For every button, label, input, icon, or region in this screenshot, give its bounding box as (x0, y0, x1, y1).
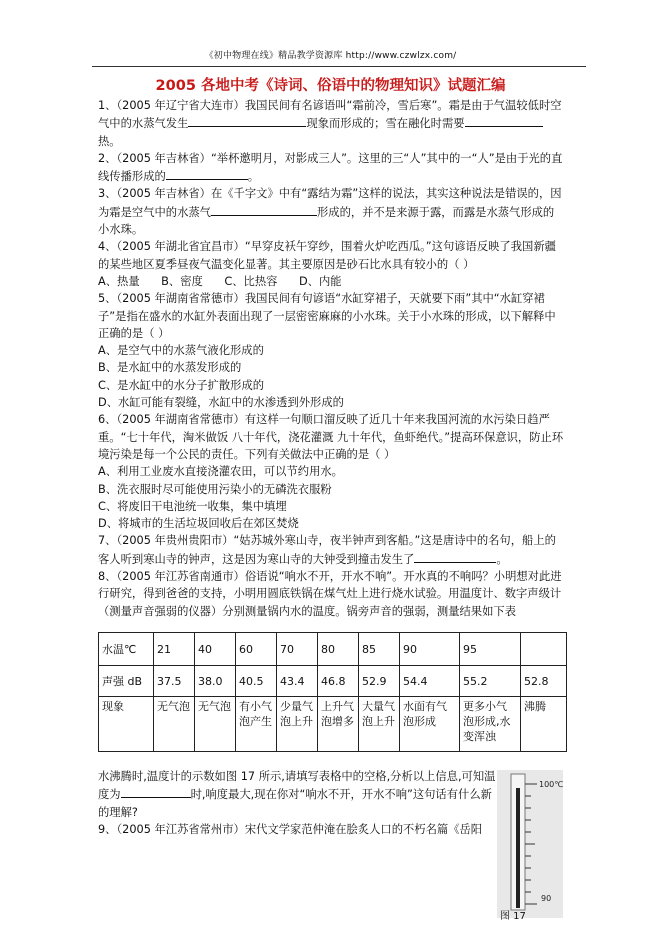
q5-option-c: C、是水缸中的水分子扩散形成的 (98, 378, 265, 392)
table-cell: 大量气泡上升 (359, 697, 400, 752)
question-body (98, 97, 564, 620)
question-3 (98, 185, 564, 238)
question-9: 9、（2005 年江苏省常州市）宋代文学家范仲淹在脍炙人口的不朽名篇《岳阳 (98, 822, 483, 836)
table-cell: 37.5 (154, 666, 195, 697)
row-label: 现象 (99, 697, 154, 752)
question-5: 5、（2005 年湖南省常德市）我国民间有句谚语“水缸穿裙子，天就要下雨”其中“水缸穿裙子”是指在盛水的水缸外表面出现了一层密密麻麻的小水珠。关于小水珠的形成，以下解释中正确的是（ ） (98, 292, 556, 340)
q4-options: A、热量 B、密度 C、比热容 D、内能 (98, 274, 342, 288)
table-cell: 上升气泡增多 (318, 697, 359, 752)
table-row-sound-intensity (99, 666, 567, 697)
table-cell: 无气泡 (154, 697, 195, 752)
q5-option-b: B、是水缸中的水蒸发形成的 (98, 361, 242, 375)
q7-text-a: 7、（2005 年贵州贵阳市）“姑苏城外寒山寺，夜半钟声到客船。”这是唐诗中的名句，船上的客人听到寒山寺的钟声，这是因为寒山寺的大钟受到撞击发生了 (98, 534, 556, 566)
row-label: 声强 dB (99, 666, 154, 697)
table-cell: 95 (460, 633, 521, 666)
table-cell: 70 (277, 633, 318, 666)
row-label: 水温℃ (99, 633, 154, 666)
thermometer-bottom-label: 90 (541, 894, 552, 903)
table-cell: 60 (236, 633, 277, 666)
q1-text-a: 1、（2005 年辽宁省大连市）我国民间有名谚语叫“霜前冷，雪后寒”。霜是由于气温较低时空气中的水蒸气发生 (98, 99, 562, 131)
question-2 (98, 150, 564, 186)
table-cell: 40.5 (236, 666, 277, 697)
q3-text-a: 3、（2005 年吉林省）在《千字文》中有“露结为霜”这样的说法，其实这种说法是错误的，因为霜是空气中的水蒸气 (98, 187, 562, 219)
table-cell: 55.2 (460, 666, 521, 697)
q1-blank-2[interactable] (465, 114, 543, 127)
table-cell: 21 (154, 633, 195, 666)
q2-text-b: 。 (247, 170, 260, 184)
document-title: 2005 各地中考《诗词、俗语中的物理知识》试题汇编 (155, 78, 506, 94)
thermometer-top-label: 100℃ (539, 780, 563, 789)
table-cell: 46.8 (318, 666, 359, 697)
table-cell: 90 (400, 633, 460, 666)
header-divider (92, 66, 586, 67)
q2-text-a: 2、（2005 年吉林省）“举杯邀明月，对影成三人”。这里的三“人”其中的一“人”是由于光的直线传播形成的 (98, 151, 563, 184)
table-cell: 无气泡 (195, 697, 236, 752)
table-row-temperature (99, 633, 567, 666)
post-table-text (98, 768, 498, 838)
table-cell: 54.4 (400, 666, 460, 697)
table-cell: 38.0 (195, 666, 236, 697)
table-cell: 有小气泡产生 (236, 697, 277, 752)
table-cell: 更多小气泡形成,水变浑浊 (460, 697, 521, 752)
table-cell: 少量气泡上升 (277, 697, 318, 752)
question-7 (98, 532, 564, 568)
thermometer-icon (497, 770, 563, 918)
table-cell: 52.9 (359, 666, 400, 697)
table-cell: 沸腾 (521, 697, 567, 752)
figure-caption: 图 17 (500, 911, 526, 922)
q8-blank[interactable] (121, 785, 191, 798)
page-header: 《初中物理在线》精品教学资源库 http://www.czwlzx.com/ (204, 51, 457, 61)
question-6: 6、（2005 年湖南省常德市）有这样一句顺口溜反映了近几十年来我国河流的水污染日趋严重。“七十年代，淘米做饭 八十年代，浇花灌溉 九十年代，鱼虾绝代。”提高环保意识，防止环境污染是每一个公民的责任。下列有关做法中正确的是（ ） (98, 413, 564, 461)
mercury-column (516, 788, 520, 908)
q7-blank[interactable] (414, 550, 496, 563)
q3-text-b: 形成的，并不是来源于露，而露是水蒸气形成的小水珠。 (98, 205, 555, 237)
thermometer-figure (497, 770, 563, 918)
table-row-phenomenon (99, 697, 567, 752)
q1-text-b: 现象而形成的；雪在融化时需要 (306, 117, 465, 131)
q3-blank[interactable] (211, 203, 317, 216)
q1-text-c: 热。 (98, 134, 121, 148)
question-4: 4、（2005 年湖北省宜昌市）“早穿皮袄午穿纱，围着火炉吃西瓜。”这句谚语反映了我国新疆的某些地区夏季昼夜气温变化显著。其主要原因是砂石比水具有较小的（ ） (98, 240, 556, 271)
q2-blank[interactable] (166, 167, 248, 180)
data-table (98, 632, 567, 752)
table-cell: 80 (318, 633, 359, 666)
question-8: 8、（2005 年江苏省南通市）俗语说“响水不开，开水不响”。开水真的不响吗？小明想对此进行研究，得到爸爸的支持，小明用圆底铁锅在煤气灶上进行烧水试验。用温度计、数字声级计（测量声音强弱的仪器）分别测量锅内水的温度。锅旁声音的强弱，测量结果如下表 (98, 570, 562, 618)
table-cell: 43.4 (277, 666, 318, 697)
q8-text-b: 时,响度最大,现在你对“响水不开，开水不响”这句话有什么新的理解? (98, 788, 492, 819)
table-cell: 52.8 (521, 666, 567, 697)
q5-option-a: A、是空气中的水蒸气液化形成的 (98, 344, 264, 358)
question-8-continued (98, 768, 498, 821)
q6-option-b: B、洗衣服时尽可能使用污染小的无磷洗衣服粉 (98, 482, 332, 496)
table-cell: 85 (359, 633, 400, 666)
q5-option-d: D、水缸可能有裂缝，水缸中的水渗透到外形成的 (98, 396, 344, 410)
q6-option-c: C、将废旧干电池统一收集，集中填埋 (98, 499, 287, 513)
question-1 (98, 97, 564, 150)
q1-blank-1[interactable] (188, 114, 306, 127)
q6-option-a: A、利用工业废水直接浇灌农田，可以节约用水。 (98, 465, 343, 479)
table-cell: 40 (195, 633, 236, 666)
q6-option-d: D、将城市的生活垃圾回收后在郊区焚烧 (98, 517, 299, 531)
q8-text-a: 水沸腾时,温度计的示数如图 17 所示,请填写表格中的空格,分析以上信息,可知温度为 (98, 770, 496, 802)
table-cell-blank[interactable] (521, 633, 567, 666)
q7-text-b: 。 (496, 552, 508, 566)
table-cell: 水面有气泡形成 (400, 697, 460, 752)
